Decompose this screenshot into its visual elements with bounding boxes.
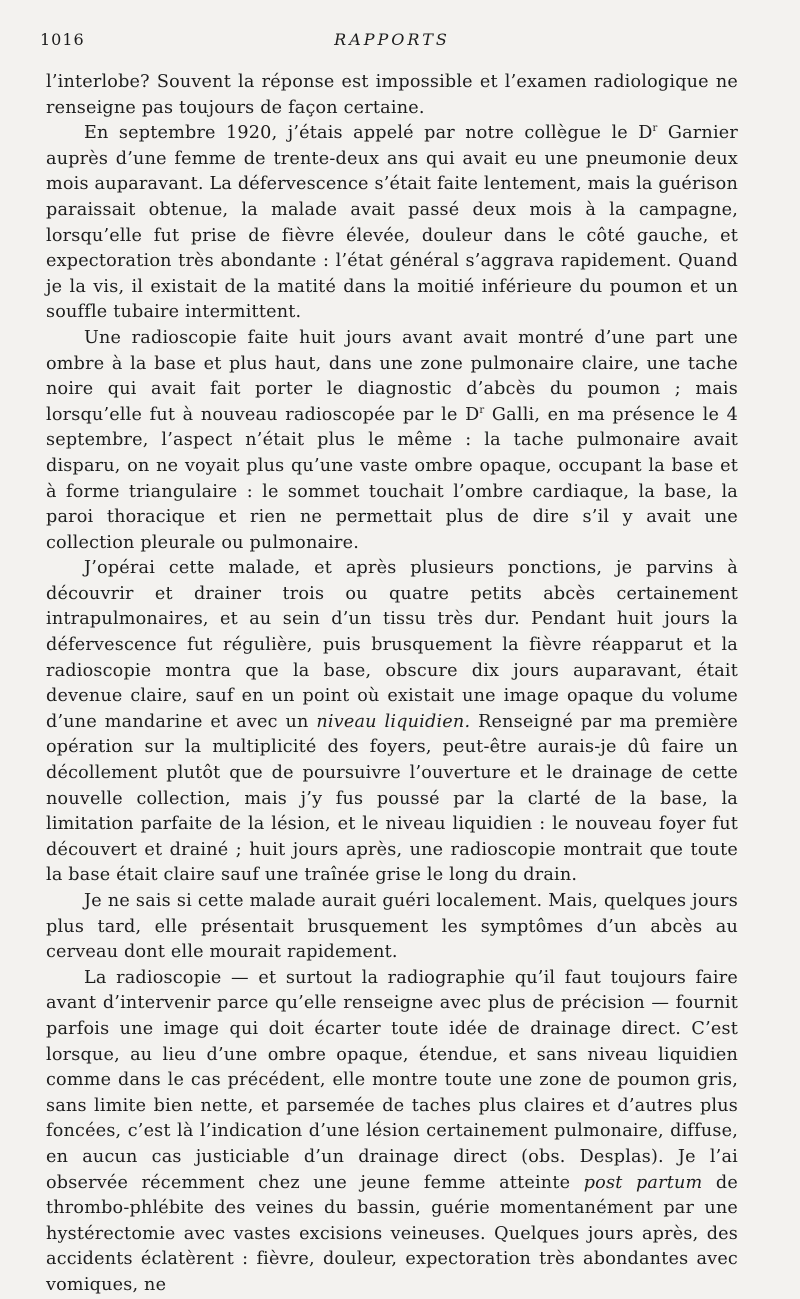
paragraph-6 <box>46 966 738 1299</box>
paragraph-4 <box>46 556 738 889</box>
paragraph-1-text: l’interlobe? Souvent la réponse est impossible et l’examen radiologique ne renseigne pas toujours de façon certaine. <box>46 72 738 118</box>
paragraph-3-superscript: r <box>479 404 485 416</box>
page-number: 1016 <box>40 30 85 49</box>
page <box>40 24 739 1299</box>
paragraph-1 <box>46 70 738 121</box>
paragraph-3-text-a: Une radioscopie faite huit jours avant avait montré d’une part une ombre à la base et plus haut, dans une zone pulmonaire claire, une tache noire qui avait fait porter le diagnostic d’abcès du poumon ; mais lorsqu’elle fut à nouveau radioscopée par le D <box>46 327 738 425</box>
paragraph-4-italic: niveau liquidien. <box>316 711 471 732</box>
paragraph-4-text-a: J’opérai cette malade, et après plusieurs ponctions, je parvins à découvrir et drainer trois ou quatre petits abcès certainement intrapulmonaires, et au sein d’un tissu très dur. Pendant huit jours la défervescence fut régulière, puis brusquement la fièvre réapparut et la radioscopie montra que la base, obscure dix jours auparavant, était devenue claire, sauf en un point où existait une image opaque du volume d’une mandarine et avec un <box>46 558 738 732</box>
paragraph-6-text-a: La radioscopie — et surtout la radiographie qu’il faut toujours faire avant d’intervenir parce qu’elle renseigne avec plus de précision — fournit parfois une image qui doit écarter toute idée de drainage direct. C’est lorsque, au lieu d’une ombre opaque, étendue, et sans niveau liquidien comme dans le cas précédent, elle montre toute une zone de poumon gris, sans limite bien nette, et parsemée de taches plus claires et d’autres plus foncées, c’est là l’indication d’une lésion certainement pulmonaire, diffuse, en aucun cas justiciable d’un drainage direct (obs. Desplas). Je l’ai observée récemment chez une jeune femme atteinte <box>46 967 738 1193</box>
paragraph-6-italic: post partum <box>583 1172 703 1193</box>
paragraph-6-text-b: de thrombo-phlébite des veines du bassin, guérie momentanément par une hystérectomie avec vastes excisions veineuses. Quelques jours après, des accidents éclatèrent : fièvre, douleur, expectoration très abondantes avec vomiques, ne <box>46 1172 738 1295</box>
paragraph-4-text-b: Renseigné par ma première opération sur la multiplicité des foyers, peut-être aurais-je dû faire un décollement plutôt que de poursuivre l’ouverture et le drainage de cette nouvelle collection, mais j’y fus poussé par la clarté de la base, la limitation parfaite de la lésion, et le niveau liquidien : le nouveau foyer fut découvert et drainé ; huit jours après, une radioscopie montrait que toute la base était claire sauf une traînée grise le long du drain. <box>46 711 739 886</box>
paragraph-2-text-b: Garnier auprès d’une femme de trente-deux ans qui avait eu une pneumonie deux mois auparavant. La défervescence s’était faite lentement, mais la guérison paraissait obtenue, la malade avait passé deux mois à la campagne, lorsqu’elle fut prise de fièvre élevée, douleur dans le côté gauche, et expectoration très abondante : l’état général s’aggrava rapidement. Quand je la vis, il existait de la matité dans la moitié inférieure du poumon et un souffle tubaire intermittent. <box>46 123 738 323</box>
running-title: RAPPORTS <box>334 30 450 49</box>
paragraph-2-superscript: r <box>652 123 658 135</box>
paragraph-3-text-b: Galli, en ma présence le 4 septembre, l’aspect n’était plus le même : la tache pulmonaire avait disparu, on ne voyait plus qu’une vaste ombre opaque, occupant la base et à forme triangulaire : le sommet touchait l’ombre cardiaque, la base, la paroi thoracique et rien ne permettait plus de dire s’il y avait une collection pleurale ou pulmonaire. <box>46 404 738 553</box>
paragraph-2 <box>46 121 738 326</box>
paragraph-3 <box>46 326 738 556</box>
article-body <box>46 70 738 1299</box>
paragraph-5-text: Je ne sais si cette malade aurait guéri localement. Mais, quelques jours plus tard, elle présentait brusquement les symptômes d’un abcès au cerveau dont elle mourait rapidement. <box>46 891 738 963</box>
page-header <box>40 24 738 56</box>
paragraph-5 <box>46 889 738 966</box>
paragraph-2-text-a: En septembre 1920, j’étais appelé par notre collègue le D <box>84 123 653 144</box>
